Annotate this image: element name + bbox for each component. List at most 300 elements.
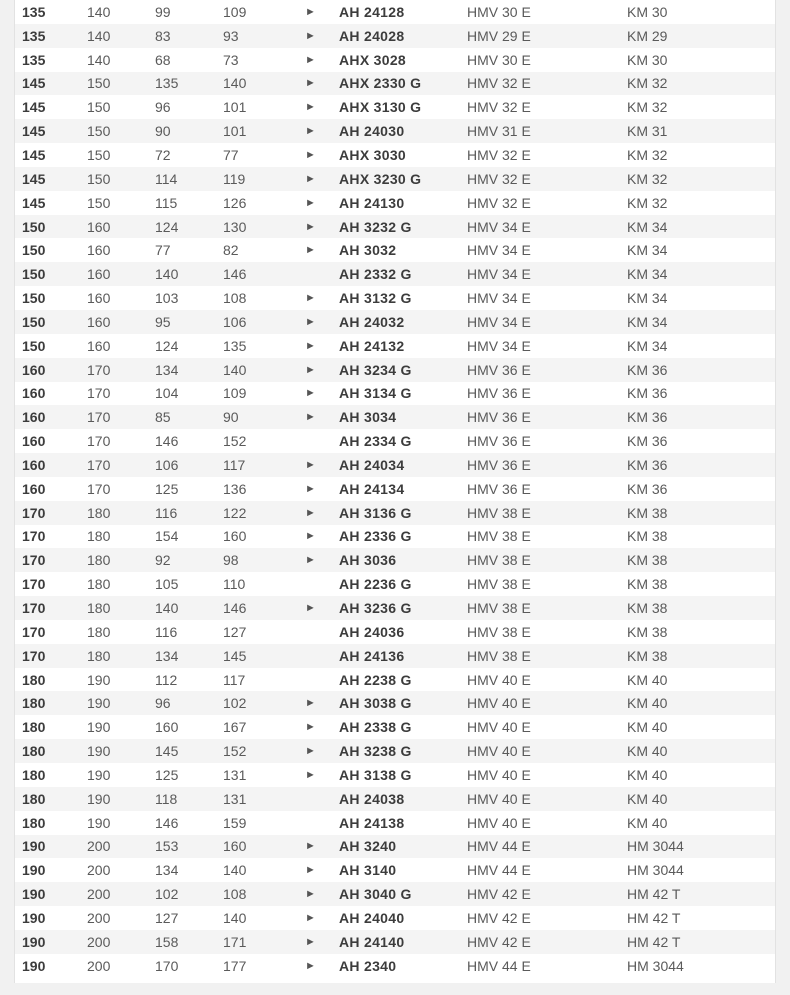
cell-b1: 160 bbox=[155, 719, 179, 736]
cell-lock-nut: KM 31 bbox=[627, 123, 668, 140]
table-row bbox=[15, 787, 775, 811]
cell-sleeve-designation: AH 3036 bbox=[339, 552, 397, 569]
cell-d1: 170 bbox=[22, 623, 46, 640]
cell-b2: 130 bbox=[223, 218, 247, 235]
cell-hydraulic-nut: HMV 38 E bbox=[467, 623, 531, 640]
cell-b1: 153 bbox=[155, 838, 179, 855]
cell-arrow bbox=[293, 620, 339, 644]
expand-arrow-icon[interactable]: ► bbox=[305, 411, 316, 424]
cell-sleeve-designation: AH 3040 G bbox=[339, 886, 412, 903]
table-row bbox=[15, 668, 775, 692]
cell-sleeve-designation: AH 3238 G bbox=[339, 743, 412, 760]
cell-b1: 140 bbox=[155, 600, 179, 617]
cell-d1: 150 bbox=[22, 242, 46, 259]
cell-b1: 124 bbox=[155, 218, 179, 235]
cell-arrow bbox=[293, 215, 339, 239]
table-row bbox=[15, 954, 775, 978]
cell-arrow bbox=[293, 691, 339, 715]
cell-b2: 77 bbox=[223, 146, 239, 163]
expand-arrow-icon[interactable]: ► bbox=[305, 315, 316, 328]
cell-lock-nut: HM 3044 bbox=[627, 957, 684, 974]
cell-b2: 146 bbox=[223, 266, 247, 283]
cell-d2: 190 bbox=[87, 790, 111, 807]
cell-d1: 180 bbox=[22, 766, 46, 783]
cell-hydraulic-nut: HMV 34 E bbox=[467, 242, 531, 259]
cell-b2: 110 bbox=[223, 576, 246, 593]
cell-sleeve-designation: AH 3132 G bbox=[339, 290, 412, 307]
expand-arrow-icon[interactable]: ► bbox=[305, 482, 316, 495]
cell-d1: 180 bbox=[22, 695, 46, 712]
cell-b2: 131 bbox=[223, 766, 247, 783]
cell-b2: 108 bbox=[223, 290, 247, 307]
cell-b2: 140 bbox=[223, 75, 247, 92]
cell-d2: 190 bbox=[87, 743, 111, 760]
expand-arrow-icon[interactable]: ► bbox=[305, 339, 316, 352]
expand-arrow-icon[interactable]: ► bbox=[305, 220, 316, 233]
table-row bbox=[15, 644, 775, 668]
cell-d1: 135 bbox=[22, 27, 46, 44]
cell-d1: 135 bbox=[22, 3, 46, 20]
cell-b2: 140 bbox=[223, 862, 247, 879]
cell-lock-nut: HM 42 T bbox=[627, 886, 681, 903]
cell-arrow bbox=[293, 477, 339, 501]
cell-arrow bbox=[293, 405, 339, 429]
cell-d2: 180 bbox=[87, 576, 111, 593]
cell-d2: 160 bbox=[87, 218, 111, 235]
expand-arrow-icon[interactable]: ► bbox=[305, 363, 316, 376]
cell-sleeve-designation: AH 3134 G bbox=[339, 385, 412, 402]
table-row bbox=[15, 429, 775, 453]
cell-lock-nut: KM 38 bbox=[627, 623, 668, 640]
table-row bbox=[15, 334, 775, 358]
cell-d2: 200 bbox=[87, 957, 111, 974]
table-row bbox=[15, 215, 775, 239]
cell-d1: 145 bbox=[22, 194, 46, 211]
cell-lock-nut: KM 36 bbox=[627, 385, 668, 402]
cell-b1: 96 bbox=[155, 99, 171, 116]
cell-hydraulic-nut: HMV 34 E bbox=[467, 337, 531, 354]
cell-sleeve-designation: AH 24036 bbox=[339, 623, 405, 640]
cell-lock-nut: KM 38 bbox=[627, 528, 668, 545]
cell-sleeve-designation: AHX 3030 bbox=[339, 146, 406, 163]
cell-b2: 126 bbox=[223, 194, 247, 211]
cell-d2: 190 bbox=[87, 814, 111, 831]
cell-d2: 170 bbox=[87, 456, 111, 473]
cell-arrow bbox=[293, 715, 339, 739]
cell-d2: 180 bbox=[87, 600, 111, 617]
cell-hydraulic-nut: HMV 44 E bbox=[467, 957, 531, 974]
cell-sleeve-designation: AH 2332 G bbox=[339, 266, 412, 283]
cell-d2: 180 bbox=[87, 528, 111, 545]
cell-b2: 117 bbox=[223, 456, 246, 473]
cell-b1: 140 bbox=[155, 266, 179, 283]
expand-arrow-icon[interactable]: ► bbox=[305, 244, 316, 257]
cell-arrow bbox=[293, 548, 339, 572]
cell-b1: 112 bbox=[155, 671, 178, 688]
cell-hydraulic-nut: HMV 31 E bbox=[467, 123, 531, 140]
table-row bbox=[15, 0, 775, 24]
cell-lock-nut: KM 30 bbox=[627, 3, 668, 20]
cell-lock-nut: KM 34 bbox=[627, 218, 668, 235]
cell-lock-nut: KM 34 bbox=[627, 242, 668, 259]
cell-lock-nut: KM 36 bbox=[627, 433, 668, 450]
cell-d1: 190 bbox=[22, 886, 46, 903]
table-row bbox=[15, 739, 775, 763]
cell-b2: 127 bbox=[223, 623, 247, 640]
expand-arrow-icon[interactable]: ► bbox=[305, 530, 316, 543]
cell-b2: 73 bbox=[223, 51, 239, 68]
cell-lock-nut: KM 40 bbox=[627, 814, 668, 831]
cell-lock-nut: KM 34 bbox=[627, 266, 668, 283]
cell-d1: 145 bbox=[22, 170, 46, 187]
cell-d2: 190 bbox=[87, 766, 111, 783]
cell-hydraulic-nut: HMV 29 E bbox=[467, 27, 531, 44]
expand-arrow-icon[interactable]: ► bbox=[305, 172, 316, 185]
cell-b1: 85 bbox=[155, 409, 171, 426]
table-row bbox=[15, 811, 775, 835]
cell-lock-nut: KM 32 bbox=[627, 146, 668, 163]
cell-d2: 170 bbox=[87, 385, 111, 402]
cell-arrow bbox=[293, 262, 339, 286]
cell-lock-nut: KM 38 bbox=[627, 600, 668, 617]
expand-arrow-icon[interactable]: ► bbox=[305, 935, 316, 948]
cell-hydraulic-nut: HMV 34 E bbox=[467, 290, 531, 307]
cell-arrow bbox=[293, 334, 339, 358]
table-row bbox=[15, 167, 775, 191]
cell-hydraulic-nut: HMV 36 E bbox=[467, 409, 531, 426]
expand-arrow-icon[interactable]: ► bbox=[305, 840, 316, 853]
cell-arrow bbox=[293, 453, 339, 477]
table-row bbox=[15, 119, 775, 143]
cell-d1: 190 bbox=[22, 933, 46, 950]
cell-hydraulic-nut: HMV 30 E bbox=[467, 3, 531, 20]
cell-sleeve-designation: AH 24038 bbox=[339, 790, 405, 807]
cell-arrow bbox=[293, 572, 339, 596]
cell-b2: 93 bbox=[223, 27, 239, 44]
cell-d2: 150 bbox=[87, 123, 111, 140]
cell-b1: 102 bbox=[155, 886, 179, 903]
cell-sleeve-designation: AH 3034 bbox=[339, 409, 397, 426]
sleeve-dimension-table bbox=[15, 0, 775, 978]
cell-arrow bbox=[293, 382, 339, 406]
expand-arrow-icon[interactable]: ► bbox=[305, 721, 316, 734]
cell-d1: 145 bbox=[22, 99, 46, 116]
cell-d1: 170 bbox=[22, 600, 46, 617]
cell-hydraulic-nut: HMV 34 E bbox=[467, 266, 531, 283]
cell-hydraulic-nut: HMV 42 E bbox=[467, 933, 531, 950]
cell-hydraulic-nut: HMV 36 E bbox=[467, 480, 531, 497]
cell-d2: 200 bbox=[87, 886, 111, 903]
cell-d2: 190 bbox=[87, 671, 111, 688]
cell-sleeve-designation: AH 3138 G bbox=[339, 766, 412, 783]
cell-hydraulic-nut: HMV 44 E bbox=[467, 838, 531, 855]
cell-lock-nut: KM 40 bbox=[627, 790, 668, 807]
cell-b1: 103 bbox=[155, 290, 179, 307]
cell-lock-nut: KM 30 bbox=[627, 51, 668, 68]
cell-d2: 180 bbox=[87, 504, 111, 521]
cell-b1: 170 bbox=[155, 957, 179, 974]
cell-d1: 150 bbox=[22, 218, 46, 235]
expand-arrow-icon[interactable]: ► bbox=[305, 697, 316, 710]
cell-sleeve-designation: AH 3232 G bbox=[339, 218, 412, 235]
cell-d2: 170 bbox=[87, 480, 111, 497]
cell-hydraulic-nut: HMV 32 E bbox=[467, 194, 531, 211]
cell-hydraulic-nut: HMV 36 E bbox=[467, 456, 531, 473]
table-row bbox=[15, 715, 775, 739]
cell-sleeve-designation: AH 3038 G bbox=[339, 695, 412, 712]
cell-sleeve-designation: AH 3240 bbox=[339, 838, 397, 855]
cell-lock-nut: HM 3044 bbox=[627, 862, 684, 879]
expand-arrow-icon[interactable]: ► bbox=[305, 196, 316, 209]
cell-sleeve-designation: AH 2336 G bbox=[339, 528, 412, 545]
cell-sleeve-designation: AH 3234 G bbox=[339, 361, 412, 378]
cell-sleeve-designation: AH 2236 G bbox=[339, 576, 412, 593]
cell-lock-nut: KM 32 bbox=[627, 194, 668, 211]
cell-b2: 177 bbox=[223, 957, 247, 974]
cell-hydraulic-nut: HMV 38 E bbox=[467, 552, 531, 569]
cell-hydraulic-nut: HMV 34 E bbox=[467, 218, 531, 235]
cell-d2: 180 bbox=[87, 623, 111, 640]
cell-sleeve-designation: AHX 3028 bbox=[339, 51, 406, 68]
cell-arrow bbox=[293, 930, 339, 954]
cell-lock-nut: KM 40 bbox=[627, 743, 668, 760]
cell-b1: 134 bbox=[155, 361, 179, 378]
cell-b2: 171 bbox=[223, 933, 247, 950]
cell-b1: 114 bbox=[155, 170, 178, 187]
cell-hydraulic-nut: HMV 32 E bbox=[467, 99, 531, 116]
table-row bbox=[15, 191, 775, 215]
cell-hydraulic-nut: HMV 40 E bbox=[467, 695, 531, 712]
cell-lock-nut: HM 42 T bbox=[627, 909, 681, 926]
cell-b2: 102 bbox=[223, 695, 247, 712]
expand-arrow-icon[interactable]: ► bbox=[305, 77, 316, 90]
cell-sleeve-designation: AH 24138 bbox=[339, 814, 405, 831]
cell-arrow bbox=[293, 429, 339, 453]
cell-b1: 127 bbox=[155, 909, 179, 926]
cell-d2: 170 bbox=[87, 433, 111, 450]
cell-hydraulic-nut: HMV 40 E bbox=[467, 719, 531, 736]
cell-hydraulic-nut: HMV 32 E bbox=[467, 75, 531, 92]
cell-d2: 160 bbox=[87, 266, 111, 283]
expand-arrow-icon[interactable]: ► bbox=[305, 101, 316, 114]
cell-d2: 160 bbox=[87, 242, 111, 259]
cell-lock-nut: KM 40 bbox=[627, 719, 668, 736]
cell-d1: 150 bbox=[22, 337, 46, 354]
expand-arrow-icon[interactable]: ► bbox=[305, 53, 316, 66]
cell-b1: 124 bbox=[155, 337, 179, 354]
table-row bbox=[15, 453, 775, 477]
cell-b1: 90 bbox=[155, 123, 171, 140]
cell-lock-nut: KM 34 bbox=[627, 337, 668, 354]
expand-arrow-icon[interactable]: ► bbox=[305, 506, 316, 519]
cell-arrow bbox=[293, 286, 339, 310]
expand-arrow-icon bbox=[293, 793, 305, 805]
expand-arrow-icon[interactable]: ► bbox=[305, 29, 316, 42]
cell-arrow bbox=[293, 167, 339, 191]
cell-sleeve-designation: AH 2338 G bbox=[339, 719, 412, 736]
cell-sleeve-designation: AH 2340 bbox=[339, 957, 397, 974]
expand-arrow-icon[interactable]: ► bbox=[305, 387, 316, 400]
cell-sleeve-designation: AHX 3230 G bbox=[339, 170, 422, 187]
cell-b2: 82 bbox=[223, 242, 239, 259]
cell-b1: 95 bbox=[155, 313, 171, 330]
expand-arrow-icon[interactable]: ► bbox=[305, 148, 316, 161]
table-row bbox=[15, 548, 775, 572]
cell-d2: 190 bbox=[87, 719, 111, 736]
table-row bbox=[15, 763, 775, 787]
cell-hydraulic-nut: HMV 40 E bbox=[467, 790, 531, 807]
cell-lock-nut: KM 38 bbox=[627, 576, 668, 593]
cell-hydraulic-nut: HMV 34 E bbox=[467, 313, 531, 330]
cell-b2: 119 bbox=[223, 170, 246, 187]
table-body bbox=[15, 0, 775, 978]
table-row bbox=[15, 906, 775, 930]
cell-d1: 145 bbox=[22, 75, 46, 92]
table-row bbox=[15, 310, 775, 334]
table-row bbox=[15, 525, 775, 549]
cell-d2: 170 bbox=[87, 361, 111, 378]
cell-d1: 160 bbox=[22, 433, 46, 450]
cell-d2: 170 bbox=[87, 409, 111, 426]
expand-arrow-icon bbox=[293, 626, 305, 638]
cell-b2: 140 bbox=[223, 909, 247, 926]
cell-arrow bbox=[293, 954, 339, 978]
cell-hydraulic-nut: HMV 40 E bbox=[467, 766, 531, 783]
product-table-panel bbox=[14, 0, 776, 983]
expand-arrow-icon bbox=[293, 674, 305, 686]
expand-arrow-icon[interactable]: ► bbox=[305, 458, 316, 471]
cell-hydraulic-nut: HMV 40 E bbox=[467, 814, 531, 831]
cell-b1: 105 bbox=[155, 576, 179, 593]
cell-b2: 160 bbox=[223, 838, 247, 855]
cell-arrow bbox=[293, 739, 339, 763]
expand-arrow-icon[interactable]: ► bbox=[305, 602, 316, 615]
cell-b1: 96 bbox=[155, 695, 171, 712]
cell-d1: 145 bbox=[22, 123, 46, 140]
cell-b1: 146 bbox=[155, 433, 179, 450]
table-row bbox=[15, 72, 775, 96]
cell-sleeve-designation: AH 24128 bbox=[339, 3, 405, 20]
cell-arrow bbox=[293, 143, 339, 167]
cell-d1: 190 bbox=[22, 909, 46, 926]
cell-b2: 101 bbox=[223, 99, 247, 116]
cell-b1: 99 bbox=[155, 3, 171, 20]
cell-b2: 109 bbox=[223, 385, 247, 402]
cell-lock-nut: HM 3044 bbox=[627, 838, 684, 855]
table-row bbox=[15, 596, 775, 620]
cell-lock-nut: KM 36 bbox=[627, 361, 668, 378]
cell-arrow bbox=[293, 882, 339, 906]
cell-sleeve-designation: AH 24132 bbox=[339, 337, 405, 354]
expand-arrow-icon[interactable]: ► bbox=[305, 554, 316, 567]
expand-arrow-icon[interactable]: ► bbox=[305, 745, 316, 758]
cell-b1: 115 bbox=[155, 194, 178, 211]
cell-b2: 101 bbox=[223, 123, 247, 140]
cell-sleeve-designation: AH 24040 bbox=[339, 909, 405, 926]
cell-hydraulic-nut: HMV 42 E bbox=[467, 886, 531, 903]
expand-arrow-icon[interactable]: ► bbox=[305, 911, 316, 924]
cell-d2: 200 bbox=[87, 862, 111, 879]
expand-arrow-icon[interactable]: ► bbox=[305, 292, 316, 305]
cell-arrow bbox=[293, 858, 339, 882]
cell-hydraulic-nut: HMV 38 E bbox=[467, 600, 531, 617]
expand-arrow-icon[interactable]: ► bbox=[305, 888, 316, 901]
cell-arrow bbox=[293, 0, 339, 24]
cell-lock-nut: KM 36 bbox=[627, 456, 668, 473]
cell-hydraulic-nut: HMV 38 E bbox=[467, 647, 531, 664]
cell-lock-nut: KM 38 bbox=[627, 504, 668, 521]
cell-sleeve-designation: AH 3140 bbox=[339, 862, 397, 879]
cell-d2: 150 bbox=[87, 170, 111, 187]
expand-arrow-icon[interactable]: ► bbox=[305, 5, 316, 18]
cell-arrow bbox=[293, 238, 339, 262]
cell-b2: 98 bbox=[223, 552, 239, 569]
cell-hydraulic-nut: HMV 44 E bbox=[467, 862, 531, 879]
cell-b1: 92 bbox=[155, 552, 171, 569]
cell-d2: 180 bbox=[87, 647, 111, 664]
cell-sleeve-designation: AH 3236 G bbox=[339, 600, 412, 617]
cell-b1: 125 bbox=[155, 480, 179, 497]
cell-lock-nut: KM 34 bbox=[627, 290, 668, 307]
cell-d2: 200 bbox=[87, 909, 111, 926]
cell-d2: 140 bbox=[87, 27, 111, 44]
cell-d2: 160 bbox=[87, 337, 111, 354]
cell-arrow bbox=[293, 191, 339, 215]
cell-arrow bbox=[293, 501, 339, 525]
cell-hydraulic-nut: HMV 32 E bbox=[467, 170, 531, 187]
table-row bbox=[15, 358, 775, 382]
cell-sleeve-designation: AH 24134 bbox=[339, 480, 405, 497]
cell-arrow bbox=[293, 48, 339, 72]
expand-arrow-icon bbox=[293, 817, 305, 829]
table-row bbox=[15, 405, 775, 429]
table-row bbox=[15, 691, 775, 715]
cell-b2: 109 bbox=[223, 3, 247, 20]
cell-d2: 200 bbox=[87, 933, 111, 950]
cell-sleeve-designation: AH 24130 bbox=[339, 194, 405, 211]
cell-sleeve-designation: AHX 3130 G bbox=[339, 99, 422, 116]
table-row bbox=[15, 882, 775, 906]
cell-b1: 135 bbox=[155, 75, 179, 92]
expand-arrow-icon[interactable]: ► bbox=[305, 768, 316, 781]
cell-b2: 136 bbox=[223, 480, 247, 497]
expand-arrow-icon bbox=[293, 578, 305, 590]
cell-hydraulic-nut: HMV 38 E bbox=[467, 528, 531, 545]
cell-d2: 140 bbox=[87, 3, 111, 20]
cell-b1: 154 bbox=[155, 528, 179, 545]
table-row bbox=[15, 620, 775, 644]
cell-b2: 160 bbox=[223, 528, 247, 545]
cell-d1: 170 bbox=[22, 528, 46, 545]
cell-d2: 140 bbox=[87, 51, 111, 68]
cell-b2: 140 bbox=[223, 361, 247, 378]
table-row bbox=[15, 286, 775, 310]
cell-lock-nut: KM 36 bbox=[627, 409, 668, 426]
cell-d2: 150 bbox=[87, 75, 111, 92]
table-row bbox=[15, 477, 775, 501]
expand-arrow-icon[interactable]: ► bbox=[305, 125, 316, 138]
cell-d1: 150 bbox=[22, 290, 46, 307]
cell-sleeve-designation: AH 24136 bbox=[339, 647, 405, 664]
cell-d1: 180 bbox=[22, 671, 46, 688]
cell-arrow bbox=[293, 358, 339, 382]
expand-arrow-icon[interactable]: ► bbox=[305, 864, 316, 877]
cell-d1: 190 bbox=[22, 862, 46, 879]
cell-b1: 77 bbox=[155, 242, 171, 259]
cell-lock-nut: KM 32 bbox=[627, 170, 668, 187]
expand-arrow-icon[interactable]: ► bbox=[305, 959, 316, 972]
cell-d1: 170 bbox=[22, 552, 46, 569]
